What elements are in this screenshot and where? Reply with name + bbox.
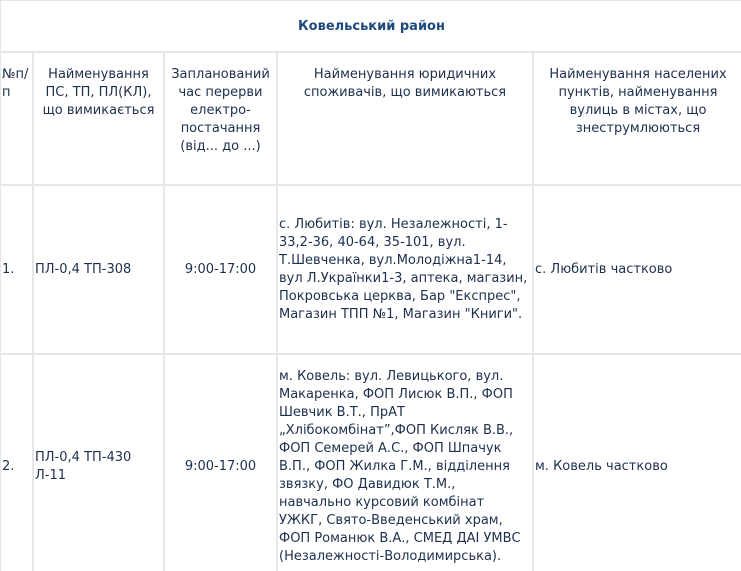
row-number: 2. (0, 354, 33, 571)
header-number: №п/п (0, 52, 33, 185)
table-row (0, 354, 741, 571)
row-locations: с. Любитів частково (533, 185, 741, 354)
district-title: Ковельський район (0, 1, 741, 53)
header-locations: Найменування населених пунктів, найменування вулиць в містах, що знеструмлюються (533, 52, 741, 185)
header-object: Найменування ПС, ТП, ПЛ(КЛ), що вимикається (33, 52, 164, 185)
header-row (0, 52, 741, 185)
table-row (0, 185, 741, 354)
header-consumers: Найменування юридичних споживачів, що вимикаються (277, 52, 533, 185)
header-time: Запланований час перерви електро-постачання (від... до ...) (164, 52, 277, 185)
district-title-row (0, 1, 741, 53)
row-consumers: м. Ковель: вул. Левицького, вул. Макаренка, ФОП Лисюк В.П., ФОП Шевчик В.Т., ПрАТ „Хлібокомбінат”,ФОП Кисляк В.В., ФОП Семерей А.С., ФОП Шпачук В.П., ФОП Жилка Г.М., відділення звязку, ФО Давидюк Т.М., навчально курсовий комбінат УЖКГ, Свято-Введенський храм, ФОП Романюк В.А., СМЕД ДАІ УМВС (Незалежності-Володимирська). (277, 354, 533, 571)
row-object: ПЛ-0,4 ТП-308 (33, 185, 164, 354)
row-object: ПЛ-0,4 ТП-430 Л-11 (33, 354, 164, 571)
row-locations: м. Ковель частково (533, 354, 741, 571)
row-number: 1. (0, 185, 33, 354)
row-time: 9:00-17:00 (164, 354, 277, 571)
row-consumers: с. Любитів: вул. Незалежності, 1-33,2-36, 40-64, 35-101, вул. Т.Шевченка, вул.Молодіжна1-14, вул Л.Українки1-3, аптека, магазин, Покровська церква, Бар "Експрес", Магазин ТПП №1, Магазин "Книги". (277, 185, 533, 354)
row-time: 9:00-17:00 (164, 185, 277, 354)
